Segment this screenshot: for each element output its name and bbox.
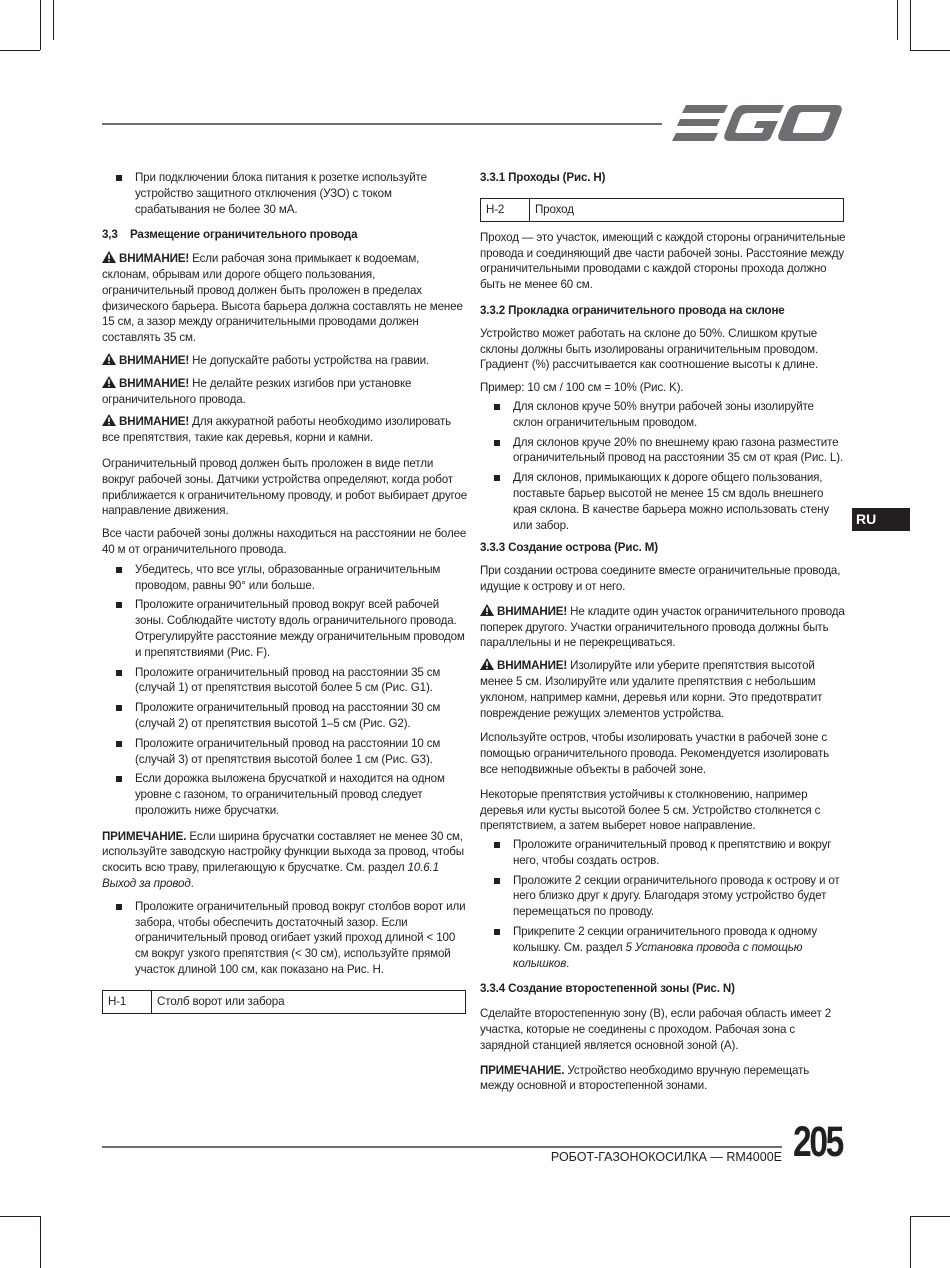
warning-label: ВНИМАНИЕ! [497,604,568,618]
body-paragraph: Устройство может работать на склоне до 50%. Слишком крутые склоны должны быть изолированы ограничительным проводом. Градиент (%) рассчитывается как соотношение высоты к длине. [480,326,819,372]
crop-mark [0,50,40,51]
warning-paragraph [480,658,846,721]
warning-paragraph [102,376,468,408]
figure-label: Столб ворот или забора [152,990,466,1013]
language-tab: RU [852,508,910,531]
note-label: ПРИМЕЧАНИЕ. [480,1063,565,1077]
crop-mark [910,1216,911,1268]
list-item-end: . [566,956,570,970]
table-row [481,198,844,221]
table-row [103,990,466,1013]
warning-text: Изолируйте или уберите препятствия высотой менее 5 см. Изолируйте или удалите препятствия с небольшим уклоном, например камни, деревья или корни. Это предотвратит повреждение режущих элементов устройства. [480,659,823,720]
warning-text: Не делайте резких изгибов при установке ограничительного провода. [102,376,412,406]
subsection-heading: 3.3.3 Создание острова (Рис. M) [480,541,659,555]
section-reference: 5 Установка провода с помощью колышков [513,940,803,970]
warning-icon [102,251,116,263]
subsection-heading: 3.3.4 Создание второстепенной зоны (Рис. N) [480,982,735,996]
crop-mark [897,0,898,40]
footer-rule [102,1146,782,1148]
list-item: Если дорожка выложена брусчаткой и находится на одном уровне с газоном, то ограничительный провод следует проложить ниже брусчатки. [102,771,468,818]
body-paragraph: Все части рабочей зоны должны находиться на расстоянии не более 40 м от ограничительного провода. [102,527,467,556]
warning-paragraph [102,251,468,346]
list-item: Проложите ограничительный провод на расстоянии 30 см (случай 2) от препятствия высотой 1–5 см (Рис. G2). [102,700,468,732]
note-paragraph [102,829,468,892]
list-item: При подключении блока питания к розетке используйте устройство защитного отключения (УЗО) с током срабатывания не более 30 мА. [102,170,468,217]
intro-bullet-list [102,170,468,217]
list-item: Проложите 2 секции ограничительного провода к острову и от него близко друг к другу. Благодаря этому устройство будет перемещаться по проводу. [480,873,846,920]
note-label: ПРИМЕЧАНИЕ. [102,829,187,843]
warning-text: Для аккуратной работы необходимо изолировать все препятствия, такие как деревья, корни и камни. [102,415,451,445]
crop-mark [910,1216,950,1217]
figure-legend-table [480,198,844,222]
figure-legend-table [102,990,466,1014]
bullet-list [102,899,468,978]
figure-code: H-2 [481,198,530,221]
note-text: Если ширина брусчатки составляет не менее 30 см, используйте заводскую настройку функции выхода за провод, чтобы скосить всю траву, прилегающую к брусчатке. См. раздел [102,829,464,875]
warning-paragraph [480,604,846,651]
warning-text: Не кладите один участок ограничительного провода поперек другого. Участки ограничительного провода должны быть параллельны и не перекрещиваться. [480,604,845,650]
subsection-heading: 3.3.1 Проходы (Рис. H) [480,171,606,184]
crop-mark [0,1216,40,1217]
crop-mark [910,50,950,51]
left-column [102,170,468,1022]
warning-paragraph [102,414,468,446]
note-text: Устройство необходимо вручную перемещать между основной и второстепенной зонами. [480,1063,810,1093]
list-item: Для склонов круче 20% по внешнему краю газона разместите ограничительный провод на расстоянии 35 см от края (Рис. L). [480,435,846,467]
subsection-heading: 3.3.2 Прокладка ограничительного провода на склоне [480,303,785,317]
ego-logo [672,103,844,143]
body-paragraph: Некоторые препятствия устойчивы к столкновению, например деревья или кусты высотой более 5 см. Устройство столкнется с препятствием, а затем выберет новое направление. [480,787,821,833]
warning-icon [102,353,116,365]
body-paragraph: Пример: 10 см / 100 см = 10% (Рис. K). [480,381,684,395]
warning-label: ВНИМАНИЕ! [119,415,190,429]
section-heading [102,227,468,243]
bullet-list [480,399,846,533]
note-paragraph [480,1063,846,1095]
body-paragraph: Ограничительный провод должен быть проложен в виде петли вокруг рабочей зоны. Датчики устройства определяют, когда робот приближается к ограничительному проводу, и робот выбирает другое направление движения. [102,456,468,518]
note-end: . [190,877,194,891]
footer-title: РОБОТ-ГАЗОНОКОСИЛКА — RM4000E [550,1150,782,1164]
list-item: Проложите ограничительный провод на расстоянии 10 см (случай 3) от препятствия высотой более 1 см (Рис. G3). [102,736,468,768]
list-item: Проложите ограничительный провод на расстоянии 35 см (случай 1) от препятствия высотой более 5 см (Рис. G1). [102,665,468,697]
body-paragraph: Сделайте второстепенную зону (B), если рабочая область имеет 2 участка, которые не соединены с проходом. Рабочая зона с зарядной станцией является основной зоной (A). [480,1007,831,1052]
warning-text: Не допускайте работы устройства на гравии. [189,353,430,367]
warning-label: ВНИМАНИЕ! [119,376,190,390]
warning-label: ВНИМАНИЕ! [119,252,190,266]
warning-text: Если рабочая зона примыкает к водоемам, склонам, обрывам или дороге общего пользования, ограничительный провод должен быть проложен в пределах физического барьера. Высота барьера должна составлять не менее 15 см, а зазор между ограничительными проводами должен составлять 35 см. [102,252,463,345]
list-item [480,924,846,971]
crop-mark [40,1216,41,1268]
body-paragraph: Проход — это участок, имеющий с каждой стороны ограничительные провода и соединяющий две части рабочей зоны. Расстояние между ограничительными проводами с каждой стороны прохода должно быть не менее 60 см. [480,230,846,292]
warning-icon [480,604,494,616]
list-item: Проложите ограничительный провод вокруг столбов ворот или забора, чтобы обеспечить достаточный зазор. Если ограничительный провод огибает узкий проход длиной < 100 см вокруг узкого препятствия (< 30 см), используйте прямой участок длиной 100 см, как показано на Рис. H. [102,899,468,978]
list-item: Для склонов, примыкающих к дороге общего пользования, поставьте барьер высотой не менее 15 см вдоль внешнего края склона. В качестве барьера можно использовать стену или забор. [480,470,846,533]
list-item: Убедитесь, что все углы, образованные ограничительным проводом, равны 90° или больше. [102,562,468,594]
figure-code: H-1 [103,990,152,1013]
warning-label: ВНИМАНИЕ! [119,353,190,367]
header-rule [102,123,662,125]
list-item: Для склонов круче 50% внутри рабочей зоны изолируйте склон ограничительным проводом. [480,399,846,431]
list-item-text: Прикрепите 2 секции ограничительного провода к одному колышку. См. раздел [513,925,818,954]
section-title: Размещение ограничительного провода [130,228,358,242]
warning-icon [102,414,116,426]
section-number: 3,3 [102,228,118,242]
bullet-list [480,837,846,971]
list-item: Проложите ограничительный провод к препятствию и вокруг него, чтобы создать остров. [480,837,846,869]
right-column [480,170,846,1101]
crop-mark [910,0,911,50]
body-paragraph: При создании острова соедините вместе ограничительные провода, идущие к острову и от него. [480,564,841,593]
crop-mark [53,0,54,40]
section-reference: 10.6.1 Выход за провод [102,861,439,891]
body-paragraph: Используйте остров, чтобы изолировать участки в рабочей зоне с помощью ограничительного провода. Рекомендуется изолировать все неподвижные объекты в рабочей зоне. [480,731,830,776]
bullet-list [102,562,468,819]
crop-mark [40,0,41,50]
list-item: Проложите ограничительный провод вокруг всей рабочей зоны. Соблюдайте чистоту вдоль ограничительного провода. Отрегулируйте расстояние между ограничительным проводом и препятствиями (Рис. F). [102,597,468,660]
warning-label: ВНИМАНИЕ! [497,659,568,673]
figure-label: Проход [530,198,844,221]
warning-icon [480,658,494,670]
warning-paragraph [102,353,468,369]
page-number: 205 [793,1118,842,1166]
warning-icon [102,376,116,388]
